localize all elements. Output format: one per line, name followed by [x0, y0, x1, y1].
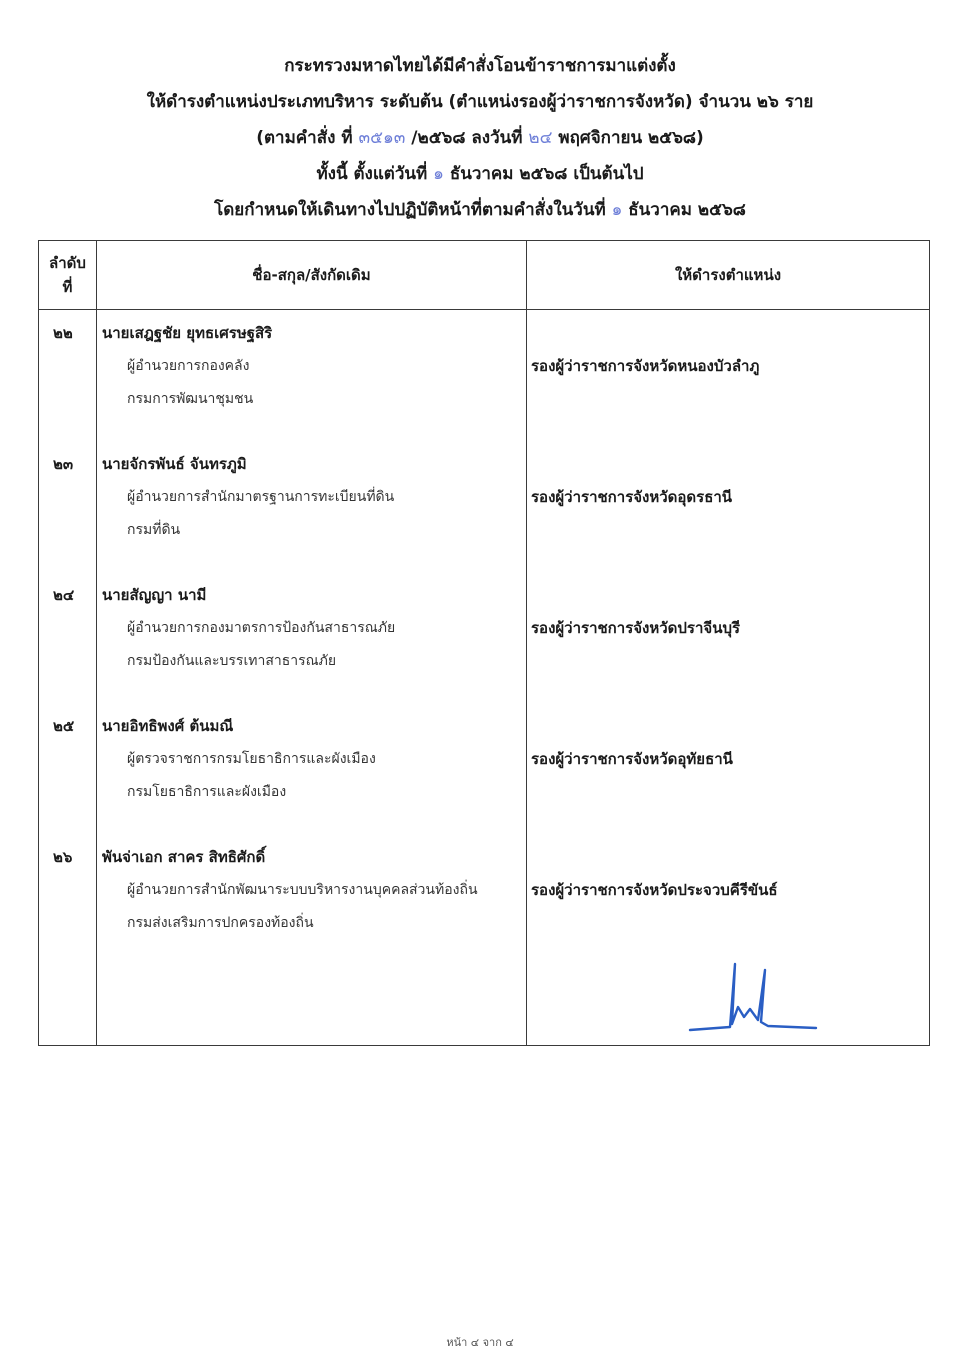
header-position: ให้ดำรงตำแหน่ง [527, 241, 930, 310]
row-number: ๒๔ [53, 586, 75, 604]
person-name: นายจักรพันธ์ จันทรภูมิ [102, 455, 247, 473]
old-department: กรมส่งเสริมการปกครองท้องถิ่น [127, 915, 314, 931]
list-item [97, 572, 526, 703]
order-mid: /๒๕๖๘ ลงวันที่ [405, 128, 529, 148]
seq-column [39, 310, 97, 1046]
list-item [97, 441, 526, 572]
effective-date [0, 156, 960, 192]
old-position: ผู้อำนวยการกองมาตรการป้องกันสาธารณภัย [127, 620, 396, 636]
old-department: กรมโยธาธิการและผังเมือง [127, 784, 287, 800]
old-department: กรมป้องกันและบรรเทาสาธารณภัย [127, 653, 337, 669]
effective-suffix: ธันวาคม ๒๕๖๘ เป็นต้นไป [443, 164, 644, 184]
new-position: รองผู้ว่าราชการจังหวัดอุดรธานี [531, 488, 733, 506]
new-position: รองผู้ว่าราชการจังหวัดปราจีนบุรี [531, 619, 741, 637]
header-name: ชื่อ-สกุล/สังกัดเดิม [97, 241, 527, 310]
list-item [97, 834, 526, 965]
old-department: กรมที่ดิน [127, 522, 181, 538]
row-number: ๒๖ [53, 848, 73, 866]
old-position: ผู้อำนวยการกองคลัง [127, 358, 250, 374]
name-column [97, 310, 527, 1046]
header-seq-line2: ที่ [62, 278, 73, 296]
travel-date [0, 192, 960, 228]
row-number: ๒๓ [53, 455, 74, 473]
document-header [0, 48, 960, 228]
order-number: ๓๕๑๓ [358, 128, 406, 148]
person-name: นายอิทธิพงศ์ ต้นมณี [102, 717, 234, 735]
effective-day: ๑ [433, 164, 444, 184]
old-department: กรมการพัฒนาชุมชน [127, 391, 254, 407]
travel-suffix: ธันวาคม ๒๕๖๘ [622, 200, 746, 220]
table-header-row [39, 241, 930, 310]
order-prefix: (ตามคำสั่ง ที่ [256, 128, 359, 148]
travel-prefix: โดยกำหนดให้เดินทางไปปฏิบัติหน้าที่ตามคำสั่งในวันที่ [214, 200, 612, 220]
table-body [39, 310, 930, 1046]
list-item [97, 703, 526, 834]
signature-icon [688, 962, 818, 1042]
old-position: ผู้อำนวยการสำนักพัฒนาระบบบริหารงานบุคคลส่วนท้องถิ่น [127, 882, 478, 898]
old-position: ผู้อำนวยการสำนักมาตรฐานการทะเบียนที่ดิน [127, 489, 395, 505]
person-name: นายสัญญา นามี [102, 586, 207, 604]
order-reference [0, 120, 960, 156]
order-day: ๒๔ [528, 128, 553, 148]
new-position: รองผู้ว่าราชการจังหวัดอุทัยธานี [531, 750, 733, 768]
position-column [527, 310, 930, 1046]
list-item [97, 310, 526, 441]
order-suffix: พฤศจิกายน ๒๕๖๘) [552, 128, 704, 148]
travel-day: ๑ [611, 200, 623, 220]
row-number: ๒๕ [53, 717, 75, 735]
page-number: หน้า ๔ จาก ๔ [446, 1336, 514, 1349]
header-title: กระทรวงมหาดไทยได้มีคำสั่งโอนข้าราชการมาแต่งตั้ง [284, 56, 676, 76]
row-number: ๒๒ [53, 324, 73, 342]
new-position: รองผู้ว่าราชการจังหวัดหนองบัวลำภู [531, 357, 760, 375]
old-position: ผู้ตรวจราชการกรมโยธาธิการและผังเมือง [127, 751, 376, 767]
header-seq [39, 241, 97, 310]
person-name: นายเสฎฐชัย ยุทธเศรษฐสิริ [102, 324, 273, 342]
header-seq-line1: ลำดับ [49, 254, 86, 272]
header-subtitle: ให้ดำรงตำแหน่งประเภทบริหาร ระดับต้น (ตำแหน่งรองผู้ว่าราชการจังหวัด) จำนวน ๒๖ ราย [146, 92, 814, 112]
new-position: รองผู้ว่าราชการจังหวัดประจวบคีรีขันธ์ [531, 881, 778, 899]
appointment-table [38, 240, 930, 1046]
effective-prefix: ทั้งนี้ ตั้งแต่วันที่ [316, 164, 434, 184]
person-name: พันจ่าเอก สาคร สิทธิศักดิ์ [102, 848, 266, 866]
